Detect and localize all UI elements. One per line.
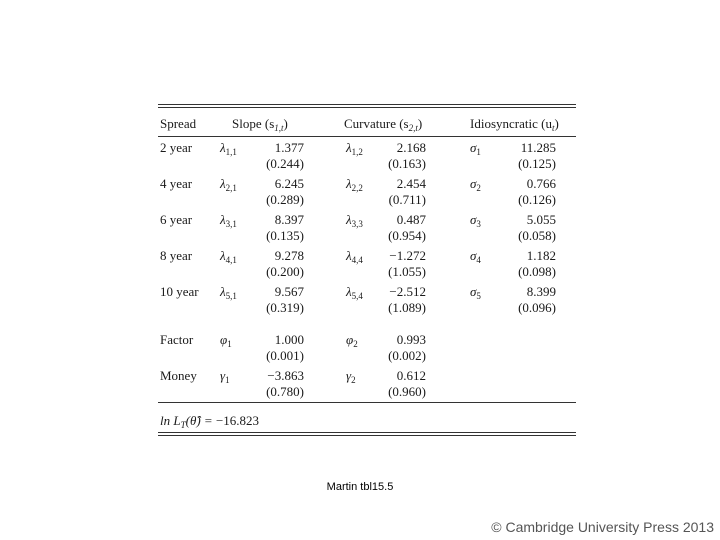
slope-param: $\lambda_{5,1}$ bbox=[220, 284, 237, 301]
row-label: 4 year bbox=[160, 176, 193, 191]
slope-param: $\lambda_{3,1}$ bbox=[220, 212, 237, 229]
log-likelihood: $\ln L_T(\thetâ) = -16.823$ bbox=[160, 413, 260, 430]
loglik-rule bbox=[158, 402, 576, 403]
table-bottom-rule bbox=[158, 432, 576, 436]
slope-param: $\gamma_1$ bbox=[220, 368, 230, 385]
idio-param: $\sigma_3$ bbox=[470, 212, 481, 229]
slope-param: $\varphi_1$ bbox=[220, 332, 232, 349]
slope-value: 9.278 (0.200) bbox=[266, 248, 304, 279]
curvature-param: $\varphi_2$ bbox=[346, 332, 358, 349]
idio-param: $\sigma_1$ bbox=[470, 140, 481, 157]
row-label: Money bbox=[160, 368, 197, 383]
slope-value: 8.397 (0.135) bbox=[266, 212, 304, 243]
idio-value: 8.399 (0.096) bbox=[518, 284, 556, 315]
slope-param: $\lambda_{4,1}$ bbox=[220, 248, 237, 265]
curvature-param: $\lambda_{1,2}$ bbox=[346, 140, 363, 157]
slope-value: 1.377 (0.244) bbox=[266, 140, 304, 171]
copyright-notice: © Cambridge University Press 2013 bbox=[491, 519, 714, 535]
idio-value: 1.182 (0.098) bbox=[518, 248, 556, 279]
slope-value: 1.000 (0.001) bbox=[266, 332, 304, 363]
idio-param: $\sigma_4$ bbox=[470, 248, 481, 265]
row-label: 6 year bbox=[160, 212, 193, 227]
idio-param: $\sigma_5$ bbox=[470, 284, 481, 301]
curvature-value: 0.993 (0.002) bbox=[388, 332, 426, 363]
row-label: 8 year bbox=[160, 248, 193, 263]
curvature-param: $\lambda_{3,3}$ bbox=[346, 212, 363, 229]
slope-value: 9.567 (0.319) bbox=[266, 284, 304, 315]
row-label: Factor bbox=[160, 332, 194, 347]
row-label: 2 year bbox=[160, 140, 193, 155]
curvature-param: $\lambda_{5,4}$ bbox=[346, 284, 363, 301]
curvature-value: 0.612 (0.960) bbox=[388, 368, 426, 399]
table-top-rule bbox=[158, 104, 576, 108]
header-rule bbox=[158, 136, 576, 137]
slope-value: −3.863 (0.780) bbox=[266, 368, 304, 399]
slope-value: 6.245 (0.289) bbox=[266, 176, 304, 207]
idio-param: $\sigma_2$ bbox=[470, 176, 481, 193]
header-idiosyncratic: Idiosyncratic $(u_t)$ bbox=[470, 116, 559, 133]
slope-param: $\lambda_{2,1}$ bbox=[220, 176, 237, 193]
curvature-param: $\gamma_2$ bbox=[346, 368, 356, 385]
header-spread: Spread bbox=[160, 116, 197, 131]
header-slope: Slope $(s_{1,t})$ bbox=[232, 116, 288, 133]
row-label: 10 year bbox=[160, 284, 199, 299]
curvature-value: 2.454 (0.711) bbox=[388, 176, 426, 207]
idio-value: 5.055 (0.058) bbox=[518, 212, 556, 243]
curvature-value: −2.512 (1.089) bbox=[388, 284, 426, 315]
curvature-param: $\lambda_{2,2}$ bbox=[346, 176, 363, 193]
idio-value: 0.766 (0.126) bbox=[518, 176, 556, 207]
curvature-value: 0.487 (0.954) bbox=[388, 212, 426, 243]
slope-param: $\lambda_{1,1}$ bbox=[220, 140, 237, 157]
header-curvature: Curvature $(s_{2,t})$ bbox=[344, 116, 423, 133]
table-caption: Martin tbl15.5 bbox=[326, 481, 394, 493]
curvature-value: −1.272 (1.055) bbox=[388, 248, 426, 279]
idio-value: 11.285 (0.125) bbox=[518, 140, 556, 171]
curvature-value: 2.168 (0.163) bbox=[388, 140, 426, 171]
curvature-param: $\lambda_{4,4}$ bbox=[346, 248, 363, 265]
